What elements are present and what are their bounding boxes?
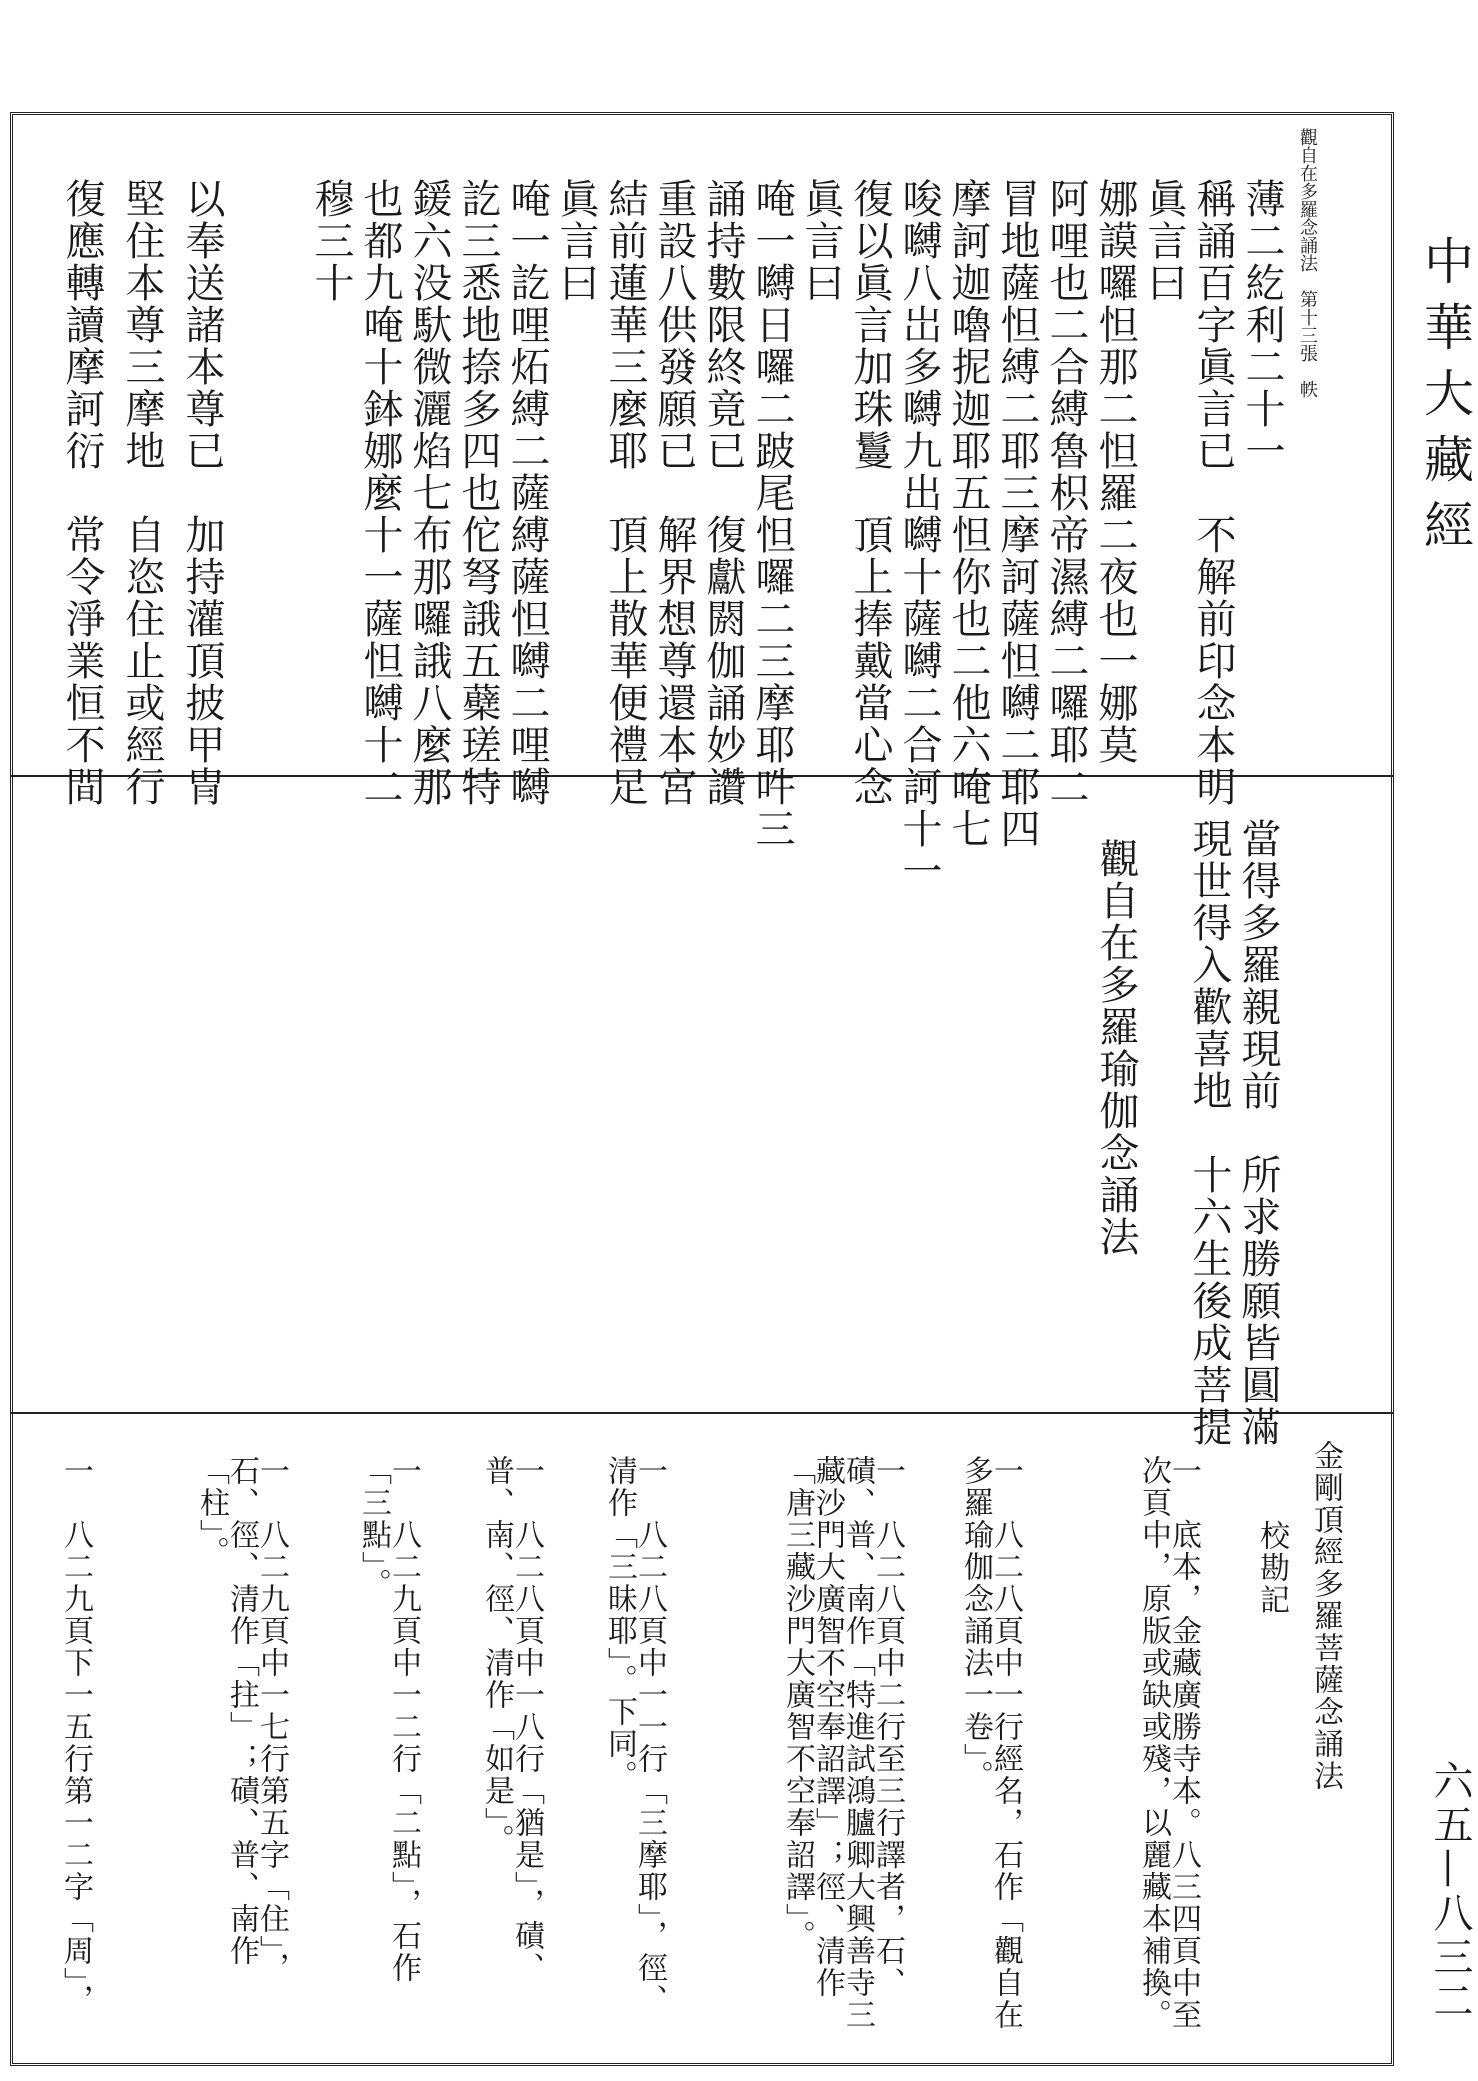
text-column: 唵一訖哩炻縛二薩縛薩怛嚩二哩嚩 (504, 178, 550, 808)
text-column: 薄二紇利二十一 (1239, 178, 1285, 472)
text-column: 唆嚩八岀多嚩九出嚩十薩嚩二合訶十一 (896, 178, 942, 892)
text-column: 眞言曰 (798, 178, 844, 304)
text-column: 堅住本尊三摩地 自恣住止或經行 (119, 178, 165, 808)
text-column: 鍰六没馱微灑焰七布那囉誐八麼那 (406, 178, 452, 808)
text-column: 唵一嚩日囉二跛尾怛囉二三摩耶吽三 (749, 178, 795, 850)
collation-note: 一 八二九頁下一五行第一二字「周」， (58, 1455, 93, 2016)
collation-heading: 金剛頂經多羅菩薩念誦法 (1308, 1440, 1343, 1792)
text-column: 復以眞言加珠鬘 頂上捧戴當心念 (847, 178, 893, 808)
collation-note: 一 底本，金藏廣勝寺本。八三四頁中至次頁中，原版或缺或殘，以麗藏本補換。 (1136, 1455, 1201, 2031)
text-column: 復應轉讀摩訶衍 常令淨業恒不間 (59, 178, 105, 808)
collation-note: 一 八二八頁中一行經名，石作「觀自在多羅瑜伽念誦法一卷」。 (958, 1455, 1023, 2031)
text-column: 阿哩也二合縛魯枳帝濕縛二囉耶二 (1043, 178, 1089, 808)
text-column: 穆三十 (308, 178, 354, 304)
collation-note: 一 八二八頁中一八行「猶是」，磧、普、南、徑、清作「如是」。 (479, 1455, 544, 1984)
text-column: 訖三悉地捺多四也佗弩誐五蘗瑳特 (455, 178, 501, 808)
text-column: 冒地薩怛縛二耶三摩訶薩怛嚩二耶四 (994, 178, 1040, 850)
text-column: 娜謨囉怛那二怛羅二夜也一娜莫 (1092, 178, 1138, 766)
text-column: 眞言曰 (1141, 178, 1187, 304)
sutra-collection-title: 中華大藏經 (1416, 235, 1474, 565)
text-column: 當得多羅親現前 所求勝願皆圓滿 (1235, 818, 1281, 1448)
collation-note: 一 八二八頁中一一行「三摩耶」，徑、清作「三昧耶」。下同。 (602, 1455, 667, 2016)
text-column: 重設八供發願已 解界想尊還本宮 (651, 178, 697, 808)
text-column: 結前蓮華三麼耶 頂上散華便禮足 (602, 178, 648, 808)
text-column: 誦持數限終竟已 復獻閼伽誦妙讚 (700, 178, 746, 808)
collation-note: 一 八二九頁中一七行第五字「住」，石、徑、清作「拄」；磧、普、南作「柱」。 (194, 1455, 289, 1984)
text-column: 眞言曰 (553, 178, 599, 304)
text-column: 也都九唵十鉢娜麼十一薩怛嚩十二 (357, 178, 403, 808)
text-column: 現世得入歡喜地 十六生後成菩提 (1186, 818, 1232, 1448)
collation-note: 一 八二九頁中一二行「二點」，石作「三點」。 (356, 1455, 421, 1984)
collation-subheading: 校勘記 (1254, 1520, 1289, 1616)
block-header-note: 觀自在多羅念誦法 第十三張 帙 (1297, 128, 1318, 398)
text-column: 摩訶迦嚕抳迦耶五怛你也二他六唵七 (945, 178, 991, 850)
closing-title: 觀自在多羅瑜伽念誦法 (1093, 838, 1139, 1258)
collation-note: 一 八二八頁中二行至三行譯者，石、磧、普、南作「特進試鴻臚卿大興善寺三藏沙門大廣智不空奉詔譯」；徑、清作「唐三藏沙門大廣智不空奉詔譯」。 (780, 1455, 905, 2031)
text-column: 以奉送諸本尊已 加持灌頂披甲冑 (179, 178, 225, 808)
page-number: 六五—八三二 (1427, 1760, 1473, 2024)
text-column: 稱誦百字眞言已 不解前印念本明 (1190, 178, 1236, 808)
